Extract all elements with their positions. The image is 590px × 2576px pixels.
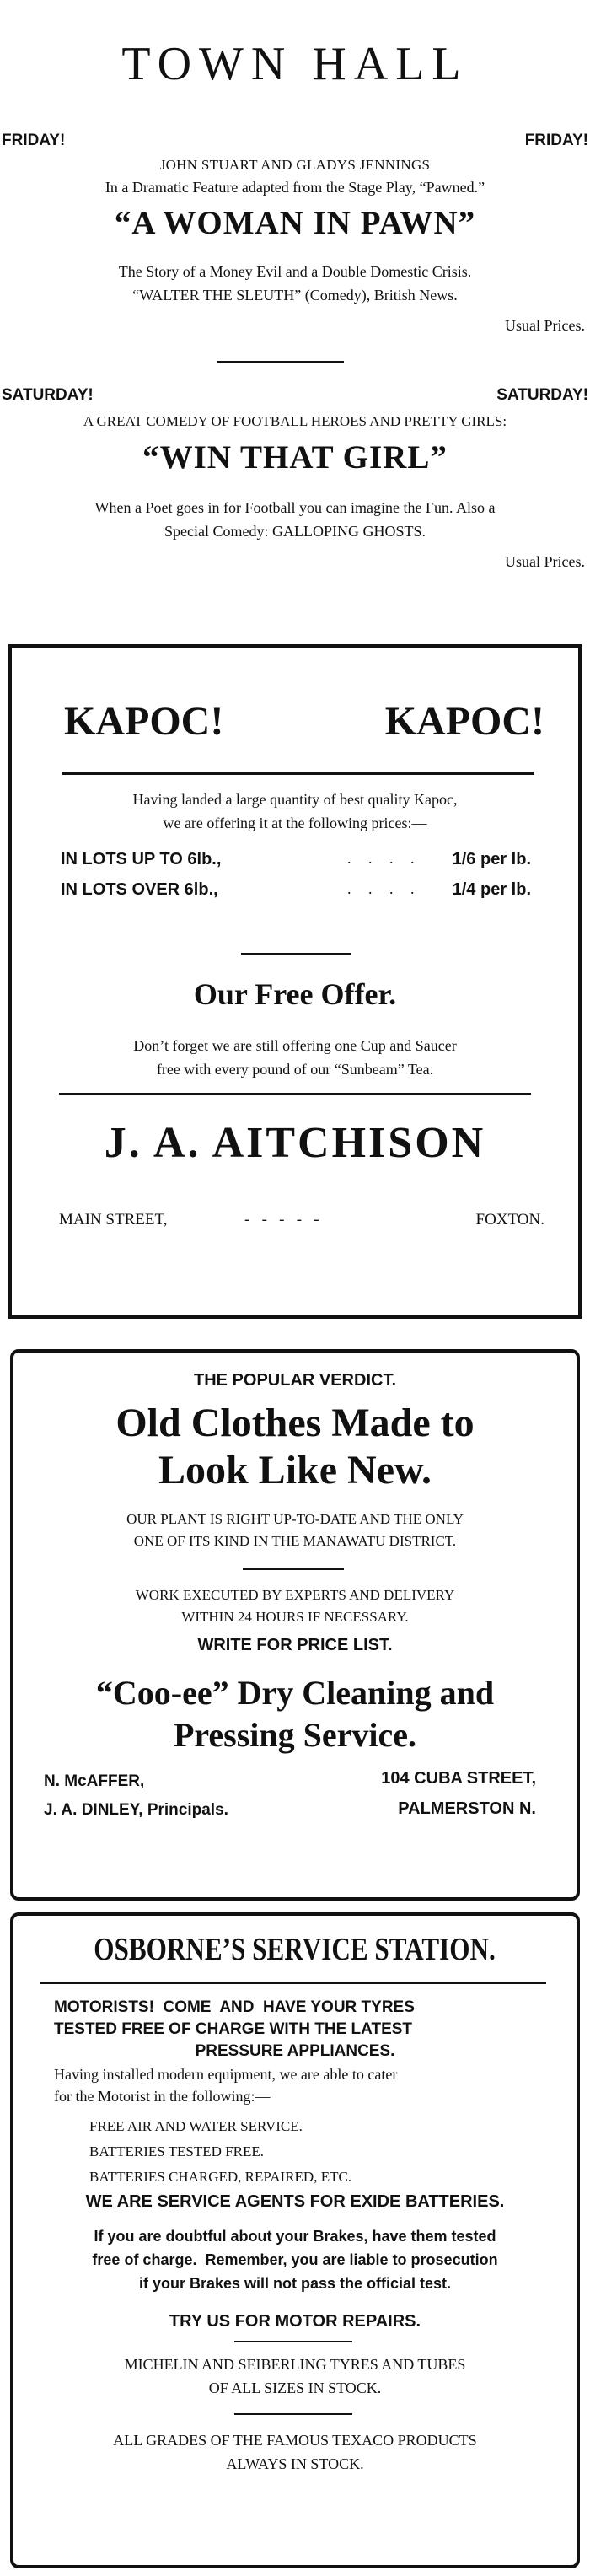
osborne-agents: WE ARE SERVICE AGENTS FOR EXIDE BATTERIES. [85, 2192, 505, 2211]
town-hall-title: TOWN HALL [121, 38, 469, 90]
cooee-headline-2: Look Like New. [158, 1448, 432, 1492]
kapoc-divider [241, 953, 351, 955]
osborne-brakes-3: if your Brakes will not pass the official test. [138, 2275, 452, 2292]
osborne-texaco-2: ALWAYS IN STOCK. [226, 2455, 364, 2472]
friday-stars: JOHN STUART AND GLADYS JENNINGS [159, 157, 431, 173]
kapoc-ad [8, 644, 582, 1319]
osborne-motorists-3: PRESSURE APPLIANCES. [195, 2042, 395, 2060]
kapoc-dashes: - - - - - [244, 1211, 319, 1229]
cooee-work-1: WORK EXECUTED BY EXPERTS AND DELIVERY [135, 1587, 455, 1603]
osborne-tyres-2: OF ALL SIZES IN STOCK. [208, 2380, 382, 2396]
cooee-write: WRITE FOR PRICE LIST. [197, 1636, 393, 1654]
osborne-divider-1 [234, 2341, 352, 2342]
friday-feature: “A WOMAN IN PAWN” [114, 205, 476, 241]
friday-supports: “WALTER THE SLEUTH” (Comedy), British News. [132, 287, 458, 304]
cooee-principal-2: J. A. DINLEY, Principals. [44, 1801, 228, 1819]
osborne-service-2: BATTERIES TESTED FREE. [89, 2143, 264, 2159]
osborne-title-wrap [22, 1931, 568, 1968]
kapoc-intro-1: Having landed a large quantity of best quality Kapoc, [132, 791, 458, 808]
osborne-service-3: BATTERIES CHARGED, REPAIRED, ETC. [89, 2169, 352, 2185]
saturday-intro: A GREAT COMEDY OF FOOTBALL HEROES AND PRETTY GIRLS: [83, 413, 507, 429]
kapoc-row-1-price: 1/6 per lb. [452, 850, 531, 869]
osborne-motorists-2: TESTED FREE OF CHARGE WITH THE LATEST [54, 2020, 413, 2038]
cooee-ad [10, 1349, 580, 1901]
kapoc-offer-1: Don’t forget we are still offering one Cup and Saucer [133, 1037, 457, 1054]
kapoc-row-1-label: IN LOTS UP TO 6lb., [61, 850, 222, 869]
osborne-tyres-1: MICHELIN AND SEIBERLING TYRES AND TUBES [124, 2356, 466, 2373]
cooee-verdict: THE POPULAR VERDICT. [193, 1371, 397, 1390]
divider [217, 361, 344, 363]
saturday-prices: Usual Prices. [505, 553, 585, 570]
saturday-desc-1: When a Poet goes in for Football you can imagine the Fun. Also a [94, 499, 496, 516]
friday-left: FRIDAY! [2, 132, 66, 149]
osborne-title: OSBORNE’S SERVICE STATION. [94, 1932, 496, 1967]
cooee-work-2: WITHIN 24 HOURS IF NECESSARY. [181, 1609, 409, 1625]
kapoc-title-rule [62, 772, 534, 775]
osborne-equip-1: Having installed modern equipment, we are able to cater [54, 2066, 398, 2083]
friday-intro: In a Dramatic Feature adapted from the Stage Play, “Pawned.” [105, 179, 485, 196]
saturday-feature: “WIN THAT GIRL” [142, 439, 448, 476]
cooee-divider [243, 1568, 344, 1570]
kapoc-row-2-dots: . . . . [347, 880, 421, 897]
kapoc-merchant-rule [59, 1093, 531, 1095]
cooee-plant-1: OUR PLANT IS RIGHT UP-TO-DATE AND THE ONLY [126, 1511, 464, 1527]
cooee-address-1: 104 CUBA STREET, [381, 1769, 536, 1788]
osborne-ad [10, 1912, 580, 2568]
kapoc-town: FOXTON. [475, 1211, 544, 1229]
osborne-divider-2 [234, 2413, 352, 2415]
osborne-brakes-2: free of charge. Remember, you are liable to prosecution [92, 2251, 498, 2268]
kapoc-title-left: KAPOC! [64, 699, 224, 744]
saturday-left: SATURDAY! [2, 386, 94, 404]
kapoc-row-2-price: 1/4 per lb. [452, 880, 531, 899]
osborne-motorists-1: MOTORISTS! COME AND HAVE YOUR TYRES [54, 1998, 415, 2016]
osborne-service-1: FREE AIR AND WATER SERVICE. [89, 2118, 303, 2134]
cooee-headline-1: Old Clothes Made to [115, 1401, 475, 1445]
kapoc-offer-heading: Our Free Offer. [193, 977, 397, 1011]
cooee-service-1: “Coo-ee” Dry Cleaning and [95, 1674, 495, 1712]
osborne-brakes-1: If you are doubtful about your Brakes, have them tested [94, 2228, 496, 2245]
saturday-right: SATURDAY! [496, 386, 588, 404]
kapoc-street: MAIN STREET, [59, 1211, 168, 1229]
cooee-address-2: PALMERSTON N. [398, 1799, 536, 1818]
kapoc-row-1-dots: . . . . [347, 850, 421, 867]
kapoc-merchant: J. A. AITCHISON [104, 1119, 486, 1167]
cooee-principal-1: N. McAFFER, [44, 1772, 145, 1790]
osborne-equip-2: for the Motorist in the following:— [54, 2088, 271, 2105]
kapoc-offer-2: free with every pound of our “Sunbeam” Tea. [156, 1061, 434, 1078]
cooee-plant-2: ONE OF ITS KIND IN THE MANAWATU DISTRICT. [133, 1533, 457, 1549]
friday-tagline: The Story of a Money Evil and a Double Domestic Crisis. [118, 263, 472, 280]
kapoc-intro-2: we are offering it at the following prices:— [163, 815, 427, 831]
saturday-desc-2: Special Comedy: GALLOPING GHOSTS. [164, 523, 426, 540]
osborne-title-rule [40, 1982, 546, 1984]
friday-right: FRIDAY! [524, 132, 588, 149]
osborne-repairs: TRY US FOR MOTOR REPAIRS. [169, 2312, 421, 2331]
osborne-texaco-1: ALL GRADES OF THE FAMOUS TEXACO PRODUCTS [113, 2432, 477, 2449]
cooee-service-2: Pressing Service. [173, 1716, 417, 1754]
kapoc-row-2-label: IN LOTS OVER 6lb., [61, 880, 218, 899]
friday-prices: Usual Prices. [505, 317, 585, 334]
kapoc-title-right: KAPOC! [384, 699, 544, 744]
